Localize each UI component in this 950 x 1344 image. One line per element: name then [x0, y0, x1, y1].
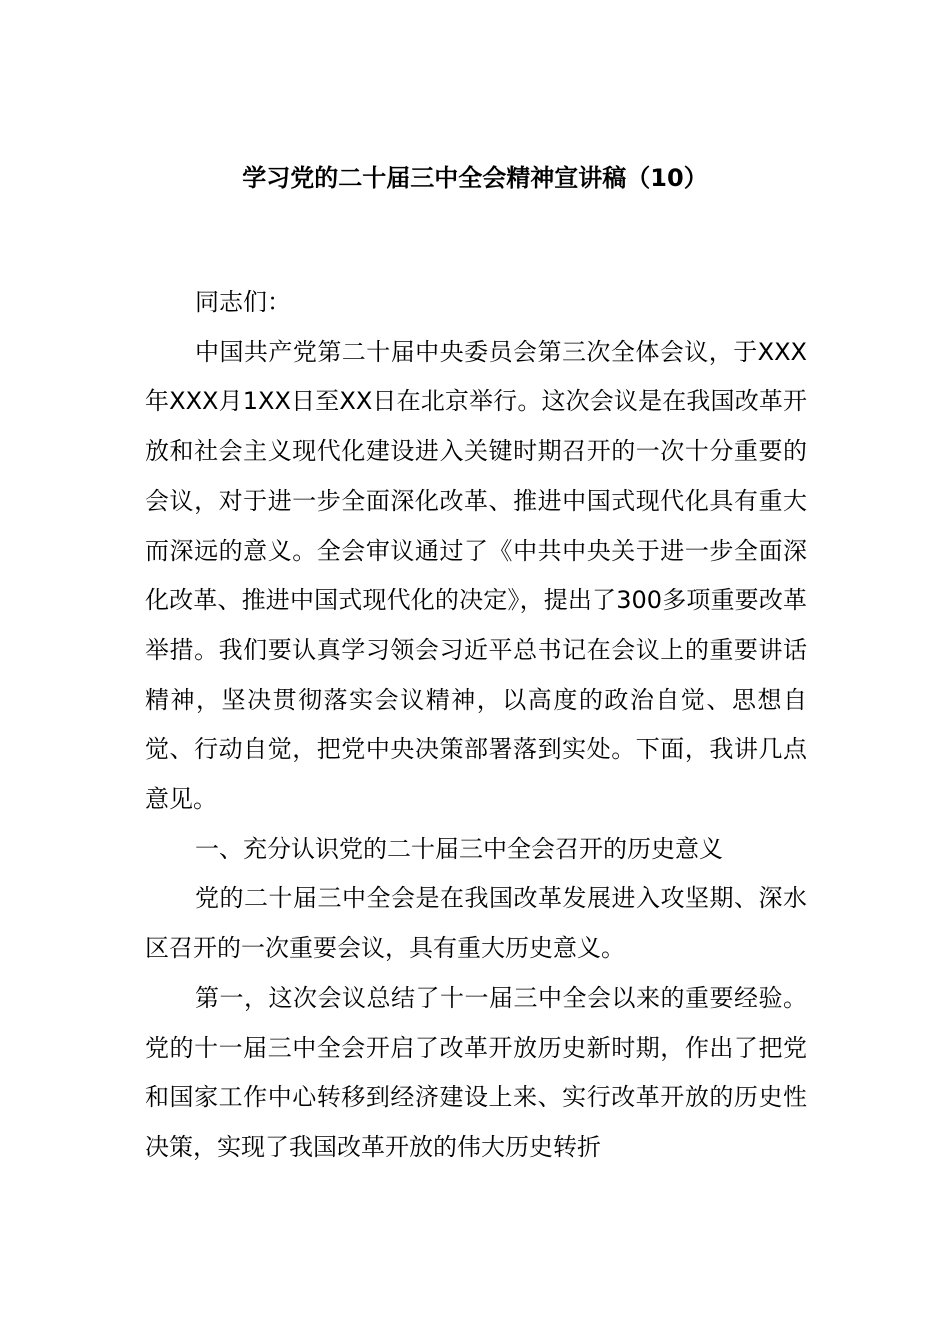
- intro-paragraph: 中国共产党第二十届中央委员会第三次全体会议，于XXX年XXX月1XX日至XX日在北京举行。这次会议是在我国改革开放和社会主义现代化建设进入关键时期召开的一次十分重要的会议，对于进一步全面深化改革、推进中国式现代化具有重大而深远的意义。全会审议通过了《中共中央关于进一步全面深化改革、推进中国式现代化的决定》，提出了300多项重要改革举措。我们要认真学习领会习近平总书记在会议上的重要讲话精神，坚决贯彻落实会议精神，以高度的政治自觉、思想自觉、行动自觉，把党中央决策部署落到实处。下面，我讲几点意见。: [145, 337, 807, 814]
- document-title: 学习党的二十届三中全会精神宣讲稿（10）: [242, 164, 708, 192]
- salutation-paragraph: 同志们：: [195, 288, 291, 316]
- section-1-paragraph: 党的二十届三中全会是在我国改革发展进入攻坚期、深水区召开的一次重要会议，具有重大历史意义。: [145, 884, 807, 963]
- point-1-paragraph: 第一，这次会议总结了十一届三中全会以来的重要经验。党的十一届三中全会开启了改革开放历史新时期，作出了把党和国家工作中心转移到经济建设上来、实行改革开放的历史性决策，实现了我国改革开放的伟大历史转折: [145, 983, 807, 1161]
- document-body: [145, 278, 807, 1173]
- section-heading-1: 一、充分认识党的二十届三中全会召开的历史意义: [195, 834, 723, 863]
